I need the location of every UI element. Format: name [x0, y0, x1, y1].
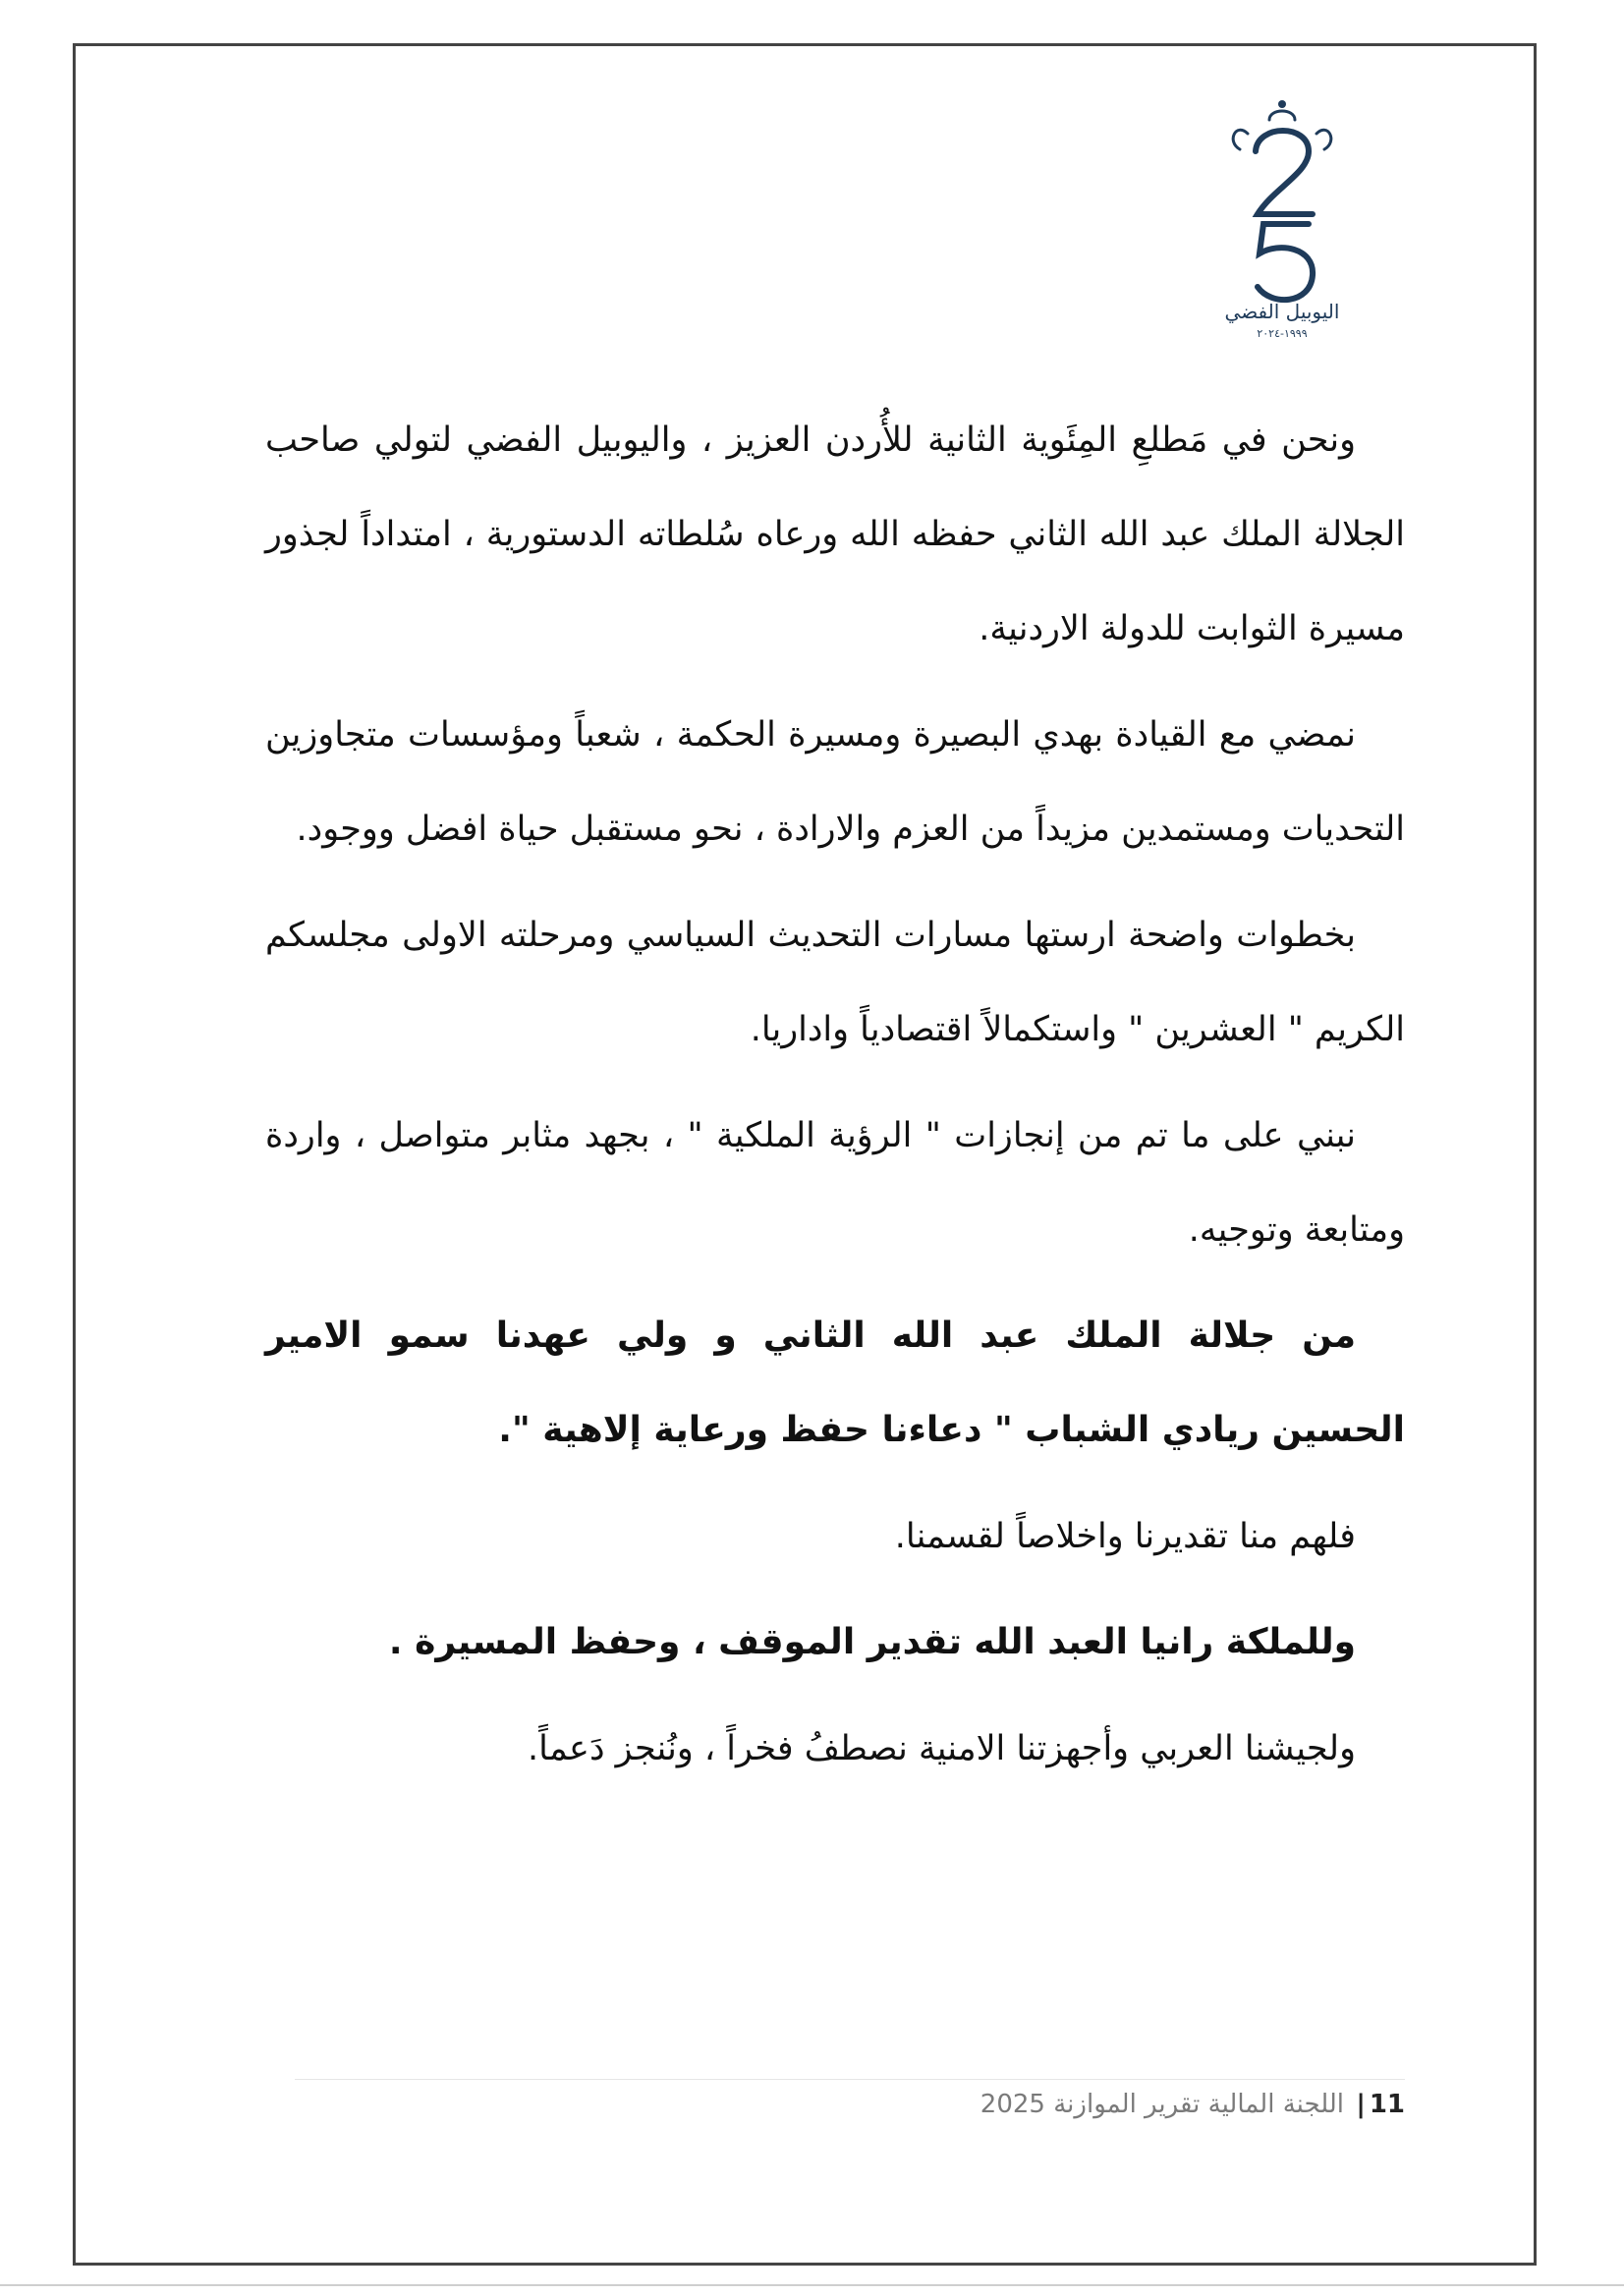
footer-title: اللجنة المالية تقرير الموازنة 2025: [980, 2090, 1345, 2119]
page-footer: [295, 2085, 1405, 2124]
paragraph-7-bold: وللملكة رانيا العبد الله تقدير الموقف ، وحفظ المسيرة .: [388, 1622, 1356, 1662]
logo-years: ١٩٩٩-٢٠٢٤: [1257, 327, 1308, 340]
paragraph-3: بخطوات واضحة ارستها مسارات التحديث السياسي ومرحلته الاولى مجلسكم الكريم " العشرين " واستكمالاً اقتصادياً واداريا.: [265, 916, 1405, 1049]
paragraph-2: نمضي مع القيادة بهدي البصيرة ومسيرة الحكمة ، شعباً ومؤسسات متجاوزين التحديات ومستمدين مزيداً من العزم والارادة ، نحو مستقبل حياة افضل ووجود.: [265, 715, 1405, 849]
logo-caption: اليوبيل الفضي: [1224, 300, 1340, 323]
page-number: 11: [1369, 2090, 1405, 2119]
paragraph-1: ونحن في مَطلعِ المِئَوية الثانية للأُردن العزيز ، واليوبيل الفضي لتولي صاحب الجلالة الملك عبد الله الثاني حفظه الله ورعاه سُلطاته الدستورية ، امتداداً لجذور مسيرة الثوابت للدولة الاردنية.: [265, 420, 1405, 648]
footer-separator: |: [1356, 2090, 1366, 2119]
footer-divider: [295, 2079, 1405, 2080]
silver-jubilee-logo: [1218, 94, 1346, 340]
scan-edge-line: [0, 2284, 1624, 2286]
paragraph-6: فلهم منا تقديرنا واخلاصاً لقسمنا.: [894, 1517, 1356, 1556]
paragraph-5-bold: من جلالة الملك عبد الله الثاني و ولي عهدنا سمو الامير الحسين ريادي الشباب " دعاءنا حفظ ورعاية إلاهية ".: [265, 1316, 1405, 1450]
letter-body: [265, 393, 1405, 1808]
paragraph-8: ولجيشنا العربي وأجهزتنا الامنية نصطفُ فخراً ، ونُنجز دَعماً.: [528, 1729, 1356, 1768]
paragraph-4: نبني على ما تم من إنجازات " الرؤية الملكية " ، بجهد مثابر متواصل ، واردة ومتابعة وتوجيه.: [265, 1116, 1405, 1250]
